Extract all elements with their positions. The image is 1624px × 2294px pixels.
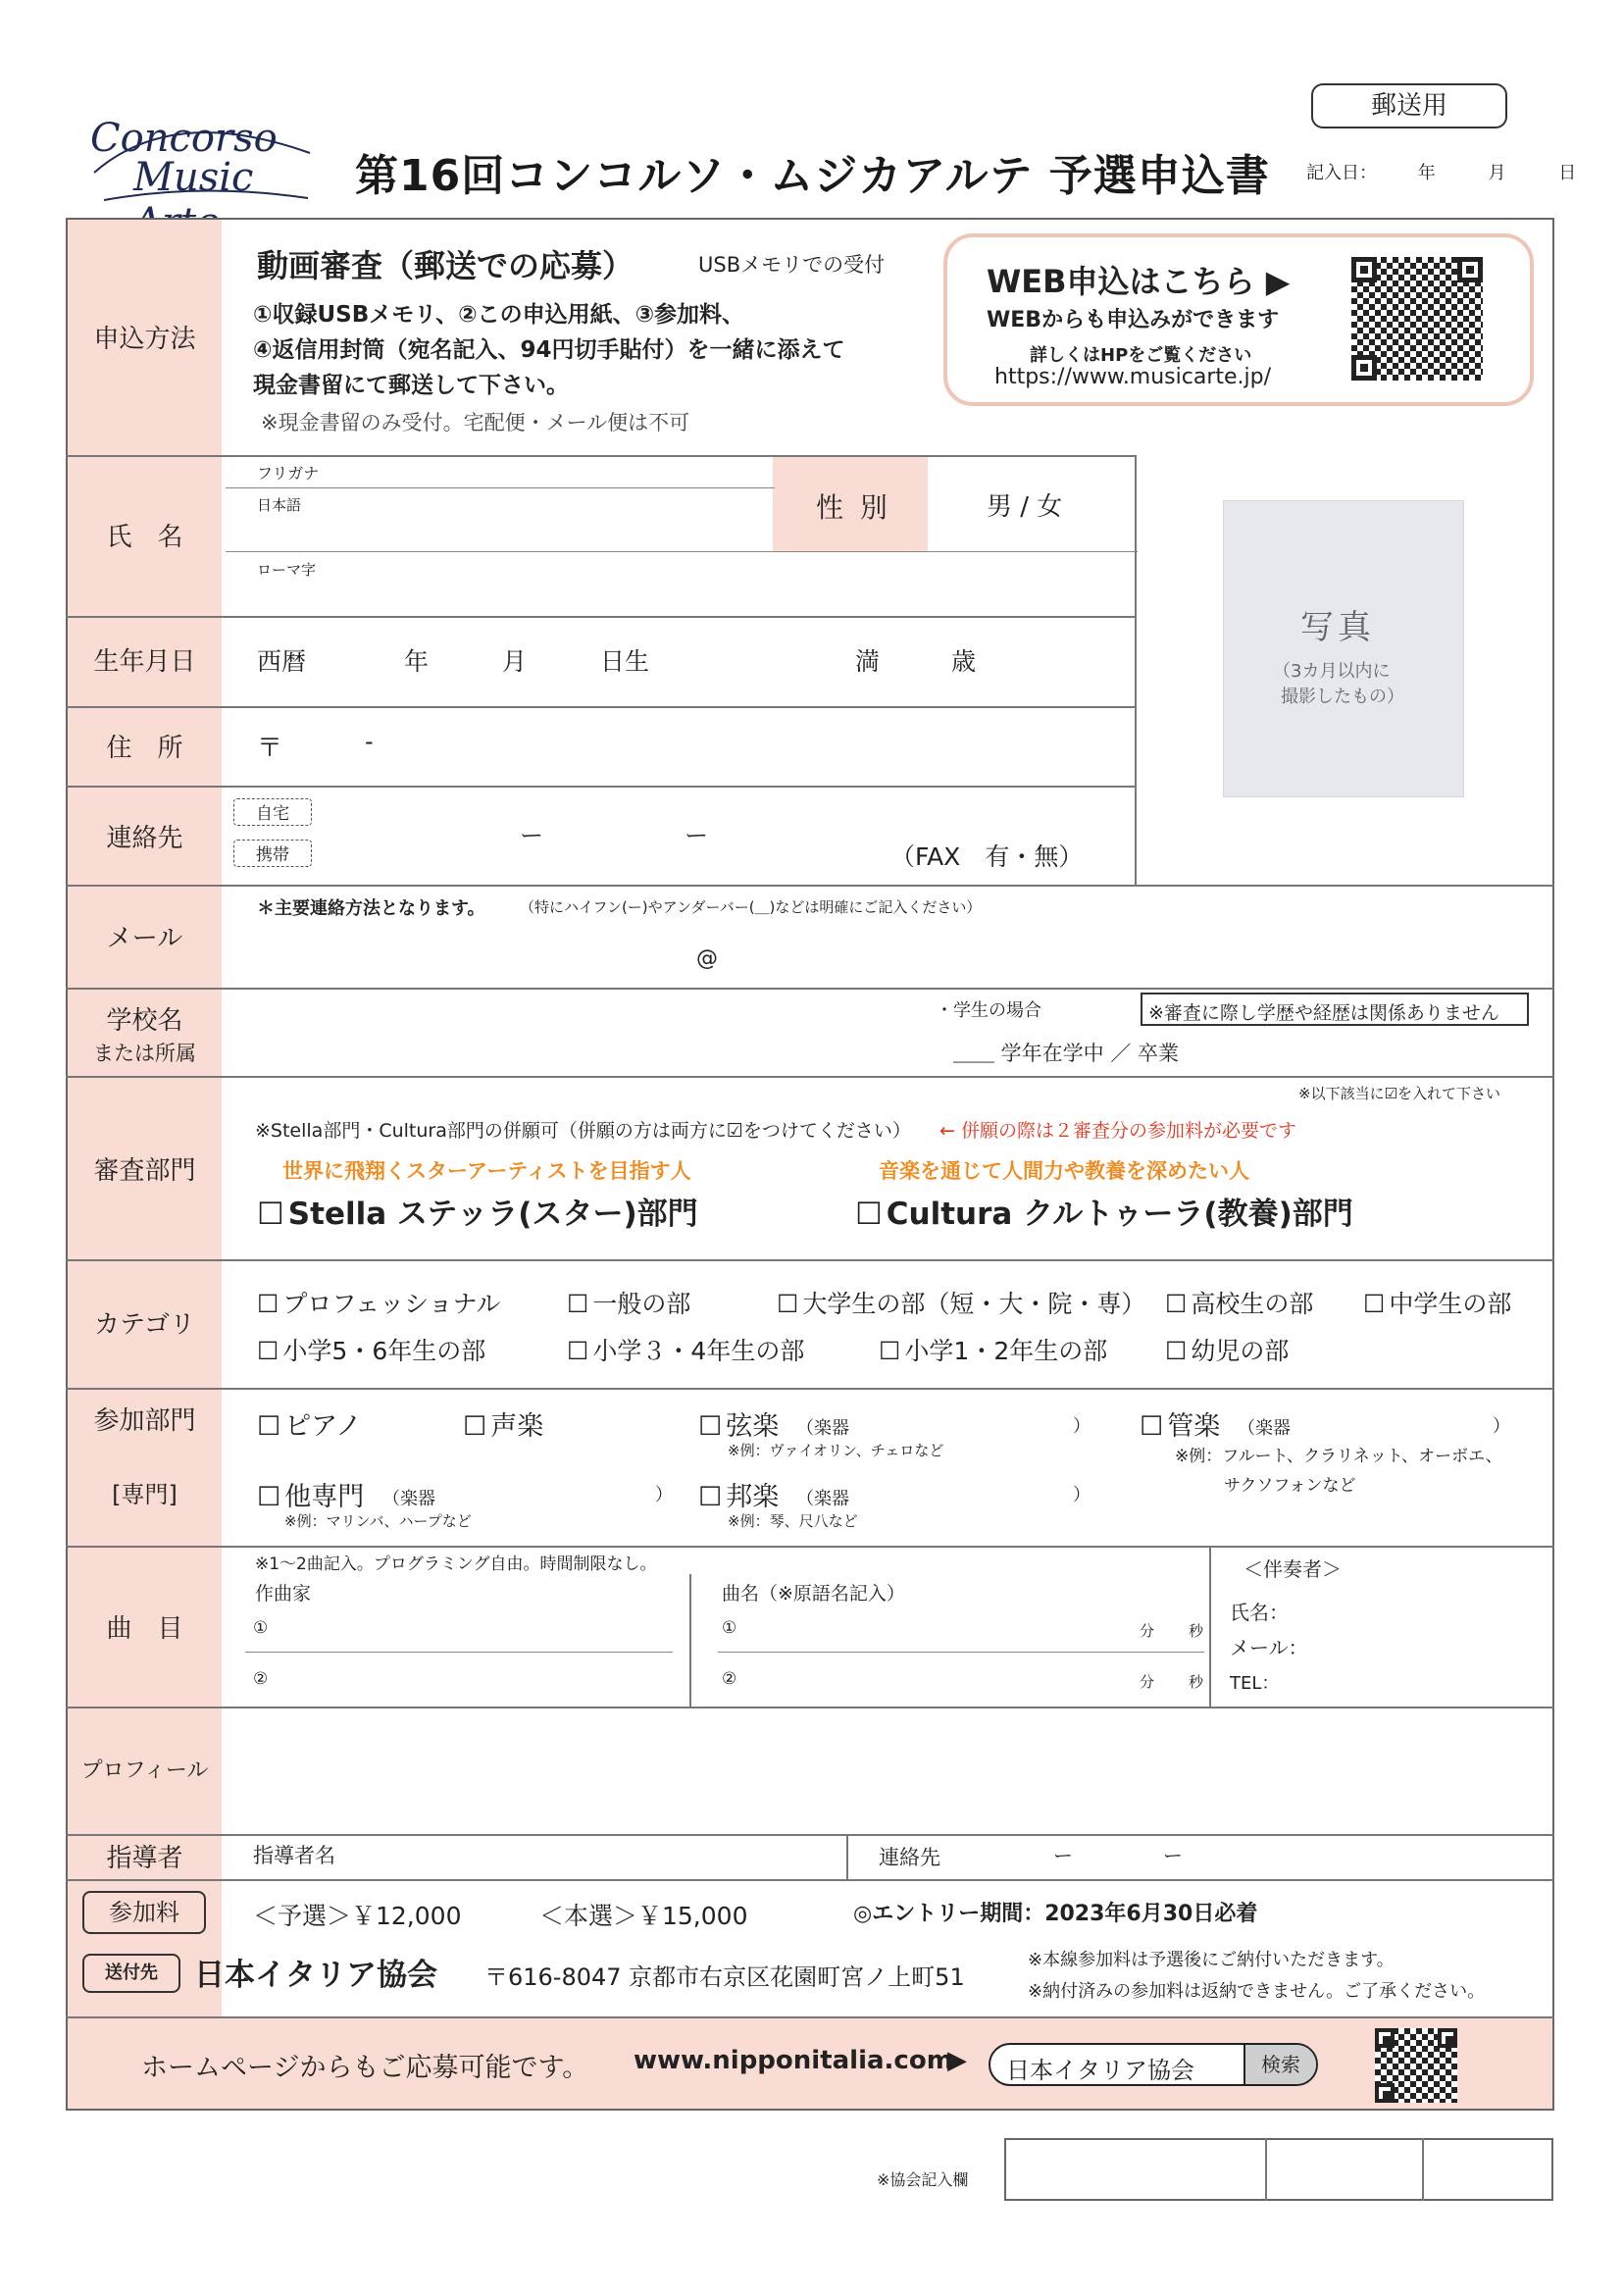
category-elementary-34[interactable]: ☐ 小学３・4年生の部 xyxy=(567,1332,804,1367)
japanese-example: ※例：琴、尺八など xyxy=(728,1512,858,1530)
gender-label: 性 別 xyxy=(816,491,891,524)
photo-note2: 撮影したもの） xyxy=(1281,687,1404,707)
web-qr-code-icon[interactable] xyxy=(1351,257,1483,381)
cultura-checkbox[interactable]: ☐ Cultura クルトゥーラ(教養)部門 xyxy=(855,1189,1353,1233)
title-2-sec[interactable]: 秒 xyxy=(1189,1673,1204,1691)
pieces-note: ※1～2曲記入。プログラミング自由。時間制限なし。 xyxy=(255,1555,657,1574)
strings-instrument-field[interactable] xyxy=(853,1408,1071,1438)
instrument-other[interactable]: ☐ 他専門 xyxy=(257,1475,364,1513)
mail-badge: 郵送用 xyxy=(1311,83,1507,128)
photo-box[interactable] xyxy=(1223,500,1464,797)
category-university[interactable]: ☐ 大学生の部（短・大・院・専） xyxy=(777,1285,1145,1320)
fax-option[interactable]: （FAX 有・無） xyxy=(890,842,1084,871)
logo-line1: Concorso xyxy=(90,116,278,161)
homepage-text: ホームページからもご応募可能です。 xyxy=(141,2053,589,2083)
date-label: 記入日： xyxy=(1306,163,1377,183)
composer-1-num: ① xyxy=(253,1618,269,1638)
send-to-org: 日本イタリア協会 xyxy=(194,1958,437,1993)
title-1-min[interactable]: 分 xyxy=(1140,1622,1155,1640)
title-2-field[interactable] xyxy=(749,1663,1122,1697)
postal-dash: - xyxy=(365,728,374,755)
instrument-vocal[interactable]: ☐ 声楽 xyxy=(463,1404,543,1443)
homepage-qr-code-icon[interactable] xyxy=(1375,2028,1457,2103)
address-label: 住 所 xyxy=(106,734,183,763)
winds-instrument-field[interactable] xyxy=(1294,1408,1491,1438)
fee-label: 参加料 xyxy=(82,1891,206,1934)
school-label2: または所属 xyxy=(93,1042,196,1065)
strings-paren: （楽器 xyxy=(796,1418,849,1439)
method-label: 申込方法 xyxy=(93,325,196,354)
search-button[interactable]: 検索 xyxy=(1243,2045,1316,2086)
logo-line2: Music xyxy=(133,155,254,200)
association-box xyxy=(1004,2138,1553,2201)
instrument-label1: 参加部門 xyxy=(93,1406,196,1436)
email-field[interactable] xyxy=(294,932,1530,981)
instructor-name[interactable]: 指導者名 xyxy=(253,1844,335,1867)
method-note: ※現金書留のみ受付。宅配便・メール便は不可 xyxy=(261,411,690,434)
title-2-num: ② xyxy=(722,1669,737,1689)
title-1-num: ① xyxy=(722,1618,737,1638)
accompanist-tel[interactable]: TEL： xyxy=(1230,1673,1280,1694)
birth-year[interactable]: 年 xyxy=(404,647,430,676)
category-label: カテゴリ xyxy=(94,1310,195,1340)
other-instrument-field[interactable] xyxy=(439,1479,655,1508)
instructor-dash2: ー xyxy=(1163,1844,1183,1867)
age-suffix[interactable]: 歳 xyxy=(951,647,977,676)
method-heading: 動画審査（郵送での応募） xyxy=(257,247,634,284)
accompanist-name[interactable]: 氏名： xyxy=(1230,1601,1289,1624)
title-2-min[interactable]: 分 xyxy=(1140,1673,1155,1691)
category-junior-high[interactable]: ☐ 中学生の部 xyxy=(1363,1285,1511,1320)
fee-final: ＜本選＞￥15,000 xyxy=(539,1902,748,1930)
accompanist-header: ＜伴奏者＞ xyxy=(1243,1557,1342,1581)
winds-example1: ※例：フルート、クラリネット、オーボエ、 xyxy=(1175,1447,1502,1466)
japanese-paren: （楽器 xyxy=(796,1489,849,1509)
school-label1: 学校名 xyxy=(106,1006,183,1036)
photo-title: 写真 xyxy=(1300,608,1375,647)
web-apply-url[interactable]: https://www.musicarte.jp/ xyxy=(994,365,1272,389)
postal-mark: 〒 xyxy=(257,734,283,763)
email-note-small: （特にハイフン(ー)やアンダーバー(＿)などは明確にご記入ください） xyxy=(520,898,982,916)
japanese-instrument-field[interactable] xyxy=(853,1479,1071,1508)
birth-day[interactable]: 日生 xyxy=(600,647,650,676)
category-general[interactable]: ☐ 一般の部 xyxy=(567,1285,690,1320)
accompanist-email[interactable]: メール： xyxy=(1230,1636,1308,1659)
association-note: ※協会記入欄 xyxy=(877,2170,969,2189)
title-1-field[interactable] xyxy=(749,1612,1122,1646)
winds-close: ） xyxy=(1493,1416,1510,1437)
mobile-phone-tag[interactable]: 携帯 xyxy=(233,840,312,867)
other-paren: （楽器 xyxy=(382,1489,435,1509)
method-line3: 現金書留にて郵送して下さい。 xyxy=(253,373,569,398)
date-month[interactable]: 月 xyxy=(1488,163,1506,183)
gender-options[interactable]: 男 / 女 xyxy=(987,492,1063,522)
grade-status[interactable]: ＿＿ 学年在学中 ／ 卒業 xyxy=(953,1042,1180,1065)
instrument-winds[interactable]: ☐ 管楽 xyxy=(1140,1404,1220,1443)
title-header: 曲名（※原語名記入） xyxy=(722,1583,905,1605)
composer-1-field[interactable] xyxy=(280,1612,673,1646)
web-apply-sub: WEBからも申込みができます xyxy=(987,308,1280,332)
concorso-logo xyxy=(84,114,316,202)
usb-note: USBメモリでの受付 xyxy=(698,253,886,277)
email-at: @ xyxy=(696,946,718,971)
cultura-description: 音楽を通じて人間力や教養を深めたい人 xyxy=(879,1159,1249,1183)
phone-dash2: ー xyxy=(685,822,708,849)
composer-2-field[interactable] xyxy=(280,1663,673,1697)
disclaimer-box: ※審査に際し学歴や経歴は関係ありません xyxy=(1141,993,1529,1026)
winds-paren: （楽器 xyxy=(1238,1418,1291,1439)
send-to-address: 〒616-8047 京都市右京区花園町宮ノ上町51 xyxy=(484,1963,965,1991)
strings-close: ） xyxy=(1073,1416,1091,1437)
fee-note2: ※納付済みの参加料は返納できません。ご了承ください。 xyxy=(1028,1981,1486,2002)
entry-date xyxy=(1306,159,1576,184)
composer-header: 作曲家 xyxy=(255,1583,312,1605)
japanese-name-field[interactable] xyxy=(294,495,765,544)
other-close: ） xyxy=(655,1485,673,1505)
japanese-close: ） xyxy=(1073,1485,1091,1505)
student-note: ・学生の場合 xyxy=(936,1000,1041,1021)
fee-prelim: ＜予選＞￥12,000 xyxy=(253,1902,462,1930)
romaji-name-field[interactable] xyxy=(314,557,1118,611)
email-note-bold: ＊主要連絡方法となります。 xyxy=(257,898,485,919)
combine-warning: ← 併願の際は２審査分の参加料が必要です xyxy=(939,1120,1296,1142)
date-year[interactable]: 年 xyxy=(1417,163,1436,183)
division-top-note: ※以下該当に☑を入れて下さい xyxy=(1298,1085,1501,1102)
romaji-name-label: ローマ字 xyxy=(257,561,317,579)
birth-era: 西暦 xyxy=(257,647,307,676)
stella-checkbox[interactable]: ☐ Stella ステッラ(スター)部門 xyxy=(257,1189,698,1233)
pieces-label: 曲 目 xyxy=(106,1614,183,1644)
winds-example2: サクソフォンなど xyxy=(1224,1476,1356,1496)
age-prefix: 満 xyxy=(855,647,881,676)
name-label: 氏 名 xyxy=(106,523,183,552)
search-input[interactable]: 日本イタリア協会 xyxy=(1006,2057,1194,2084)
other-example: ※例：マリンバ、ハープなど xyxy=(284,1512,472,1530)
profile-label: プロフィール xyxy=(80,1759,209,1783)
photo-note1: （3カ月以内に xyxy=(1273,661,1391,682)
stella-description: 世界に飛翔くスターアーティストを目指す人 xyxy=(282,1159,691,1183)
furigana-label: フリガナ xyxy=(257,464,320,483)
birth-month[interactable]: 月 xyxy=(502,647,528,676)
method-line1: ①収録USBメモリ、②この申込用紙、③参加料、 xyxy=(253,302,745,328)
instrument-label2: [専門] xyxy=(112,1481,178,1508)
instrument-strings[interactable]: ☐ 弦楽 xyxy=(698,1404,779,1443)
profile-field[interactable] xyxy=(228,1712,1549,1830)
category-elementary-12[interactable]: ☐ 小学1・2年生の部 xyxy=(879,1332,1107,1367)
date-day[interactable]: 日 xyxy=(1558,163,1577,183)
phone-dash1: ー xyxy=(520,822,543,849)
birthdate-label: 生年月日 xyxy=(93,647,196,677)
instrument-japanese[interactable]: ☐ 邦楽 xyxy=(698,1475,779,1513)
search-box[interactable] xyxy=(989,2043,1318,2086)
category-elementary-56[interactable]: ☐ 小学5・6年生の部 xyxy=(257,1332,485,1367)
play-arrow-icon: ▶ xyxy=(947,2046,967,2075)
home-phone-tag[interactable]: 自宅 xyxy=(233,798,312,826)
combine-note: ※Stella部門・Cultura部門の併願可（併願の方は両方に☑をつけてください） xyxy=(255,1120,911,1142)
instructor-label: 指導者 xyxy=(106,1844,183,1873)
homepage-url[interactable]: www.nipponitalia.com xyxy=(634,2046,953,2075)
page-title: 第16回コンコルソ・ムジカアルテ 予選申込書 xyxy=(355,151,1270,201)
category-professional[interactable]: ☐ プロフェッショナル xyxy=(257,1285,500,1320)
strings-example: ※例：ヴァイオリン、チェロなど xyxy=(728,1442,944,1459)
division-label: 審査部門 xyxy=(93,1156,196,1186)
web-apply-detail: 詳しくはHPをご覧ください xyxy=(1030,345,1252,366)
method-line2: ④返信用封筒（宛名記入、94円切手貼付）を一緒に添えて xyxy=(253,337,845,363)
contact-label: 連絡先 xyxy=(106,824,183,853)
instructor-dash1: ー xyxy=(1053,1844,1073,1867)
email-label: メール xyxy=(106,924,183,953)
category-preschool[interactable]: ☐ 幼児の部 xyxy=(1165,1332,1289,1367)
japanese-name-label: 日本語 xyxy=(257,496,302,514)
send-to-label: 送付先 xyxy=(82,1954,180,1993)
instrument-piano[interactable]: ☐ ピアノ xyxy=(257,1404,362,1443)
web-apply-title[interactable]: WEB申込はこちら ▶ xyxy=(987,263,1291,300)
title-1-sec[interactable]: 秒 xyxy=(1189,1622,1204,1640)
composer-2-num: ② xyxy=(253,1669,269,1689)
instructor-contact[interactable]: 連絡先 xyxy=(879,1846,940,1869)
entry-deadline: ◎エントリー期間：2023年6月30日必着 xyxy=(853,1902,1258,1926)
fee-note1: ※本線参加料は予選後にご納付いただきます。 xyxy=(1028,1950,1395,1970)
address-field[interactable] xyxy=(294,716,1118,777)
category-high-school[interactable]: ☐ 高校生の部 xyxy=(1165,1285,1313,1320)
